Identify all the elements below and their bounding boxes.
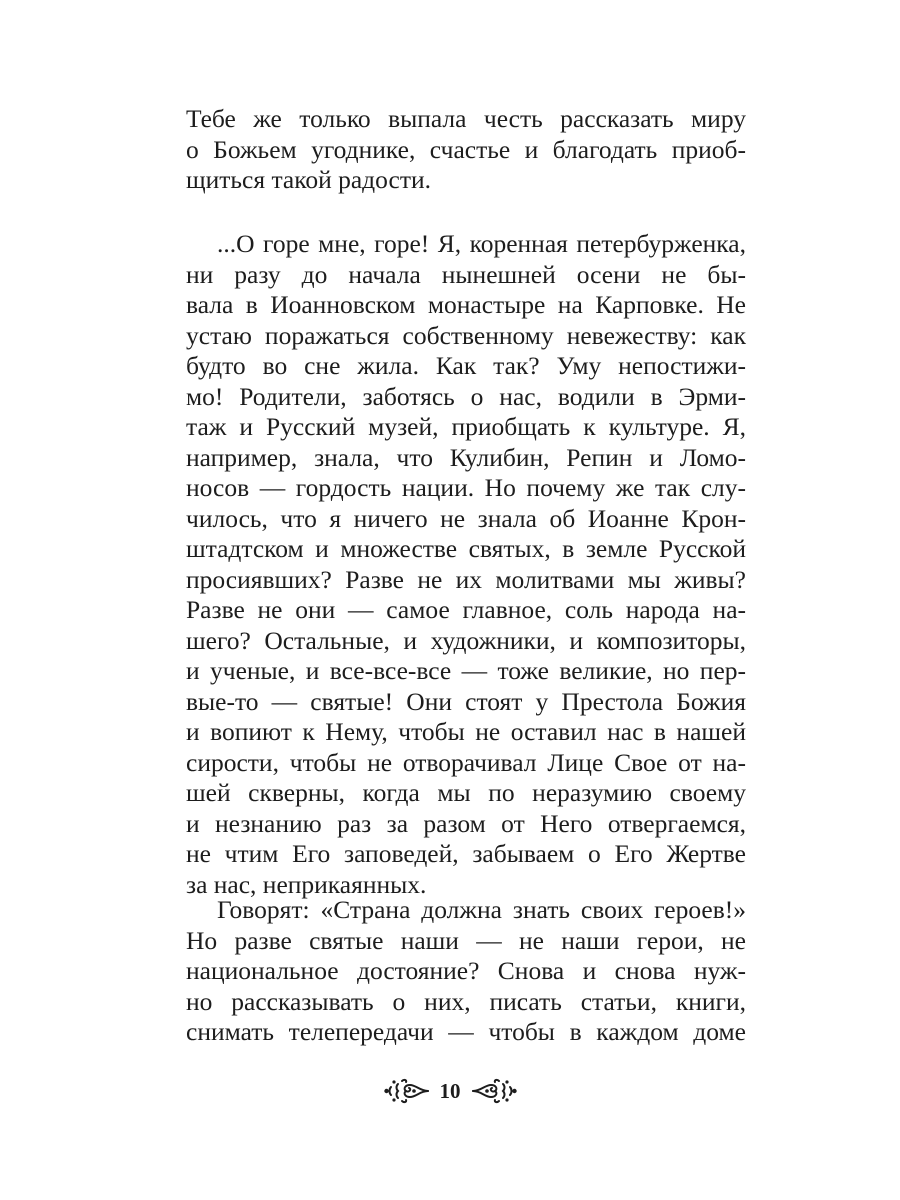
text-line: ...О горе мне, горе! Я, коренная петербурженка,	[217, 229, 746, 258]
text-line: просиявших? Разве не их молитвами мы живы?	[186, 564, 746, 594]
text-line: и вопиют к Нему, чтобы не оставил нас в нашей	[186, 717, 746, 746]
text-line: сироcти, чтобы не отворачивал Лице Свое от на-	[186, 747, 746, 777]
text-line: мо! Родители, заботясь о нас, водили в Эрми-	[186, 381, 746, 411]
text-line: Тебе же только выпала честь рассказать миру	[186, 104, 746, 133]
text-line: не чтим Его заповедей, забываем о Его Жертве	[186, 839, 746, 868]
text-line: национальное достояние? Снова и снова нуж-	[186, 956, 746, 985]
text-line: вала в Иоанновском монастыре на Карповке. Не	[186, 290, 746, 319]
text-line: но рассказывать о них, писать статьи, книги,	[186, 986, 746, 1016]
text-line: о Божьем угоднике, счастье и благодать приоб-	[186, 134, 746, 164]
paragraph-2	[186, 229, 746, 900]
right-flourish-icon	[471, 1076, 517, 1106]
text-line: за нас, неприкаянных.	[186, 869, 427, 899]
text-line: и ученые, и все-все-все — тоже великие, но пер-	[186, 656, 746, 685]
text-line: устаю поражаться собственному невежеству: как	[186, 320, 746, 350]
text-line: чилось, что я ничего не знала об Иоанне Крон-	[186, 503, 746, 533]
text-line: будто во сне жила. Как так? Уму непостижи-	[186, 351, 746, 380]
text-line: снимать телепередачи — чтобы в каждом доме	[186, 1017, 746, 1046]
text-line: шей скверны, когда мы по неразумию своему	[186, 778, 746, 807]
text-line: и незнанию раз за разом от Него отвергаемся,	[186, 808, 746, 838]
text-line: носов — гордость нации. Но почему же так слу-	[186, 473, 746, 502]
text-line: например, знала, что Кулибин, Репин и Ломо-	[186, 442, 746, 472]
paragraph-3	[186, 895, 746, 1048]
text-line: шего? Остальные, и художники, и композиторы,	[186, 625, 746, 655]
text-line: таж и Русский музей, приобщать к культуре. Я,	[186, 412, 746, 441]
left-flourish-icon	[384, 1076, 430, 1106]
page-footer	[0, 1076, 900, 1106]
text-line: ни разу до начала нынешней осени не бы-	[186, 259, 746, 289]
text-line: Говорят: «Страна должна знать своих героев!»	[217, 895, 746, 924]
paragraph-1	[186, 104, 746, 196]
text-line: Но разве святые наши — не наши герои, не	[186, 925, 746, 955]
page-number: 10	[439, 1079, 461, 1103]
text-line: штадтском и множестве святых, в земле Русской	[186, 534, 746, 563]
text-line: вые-то — святые! Они стоят у Престола Божия	[186, 686, 746, 716]
text-line: щиться такой радости.	[186, 165, 432, 194]
text-line: Разве не они — самое главное, соль народа на-	[186, 595, 746, 624]
